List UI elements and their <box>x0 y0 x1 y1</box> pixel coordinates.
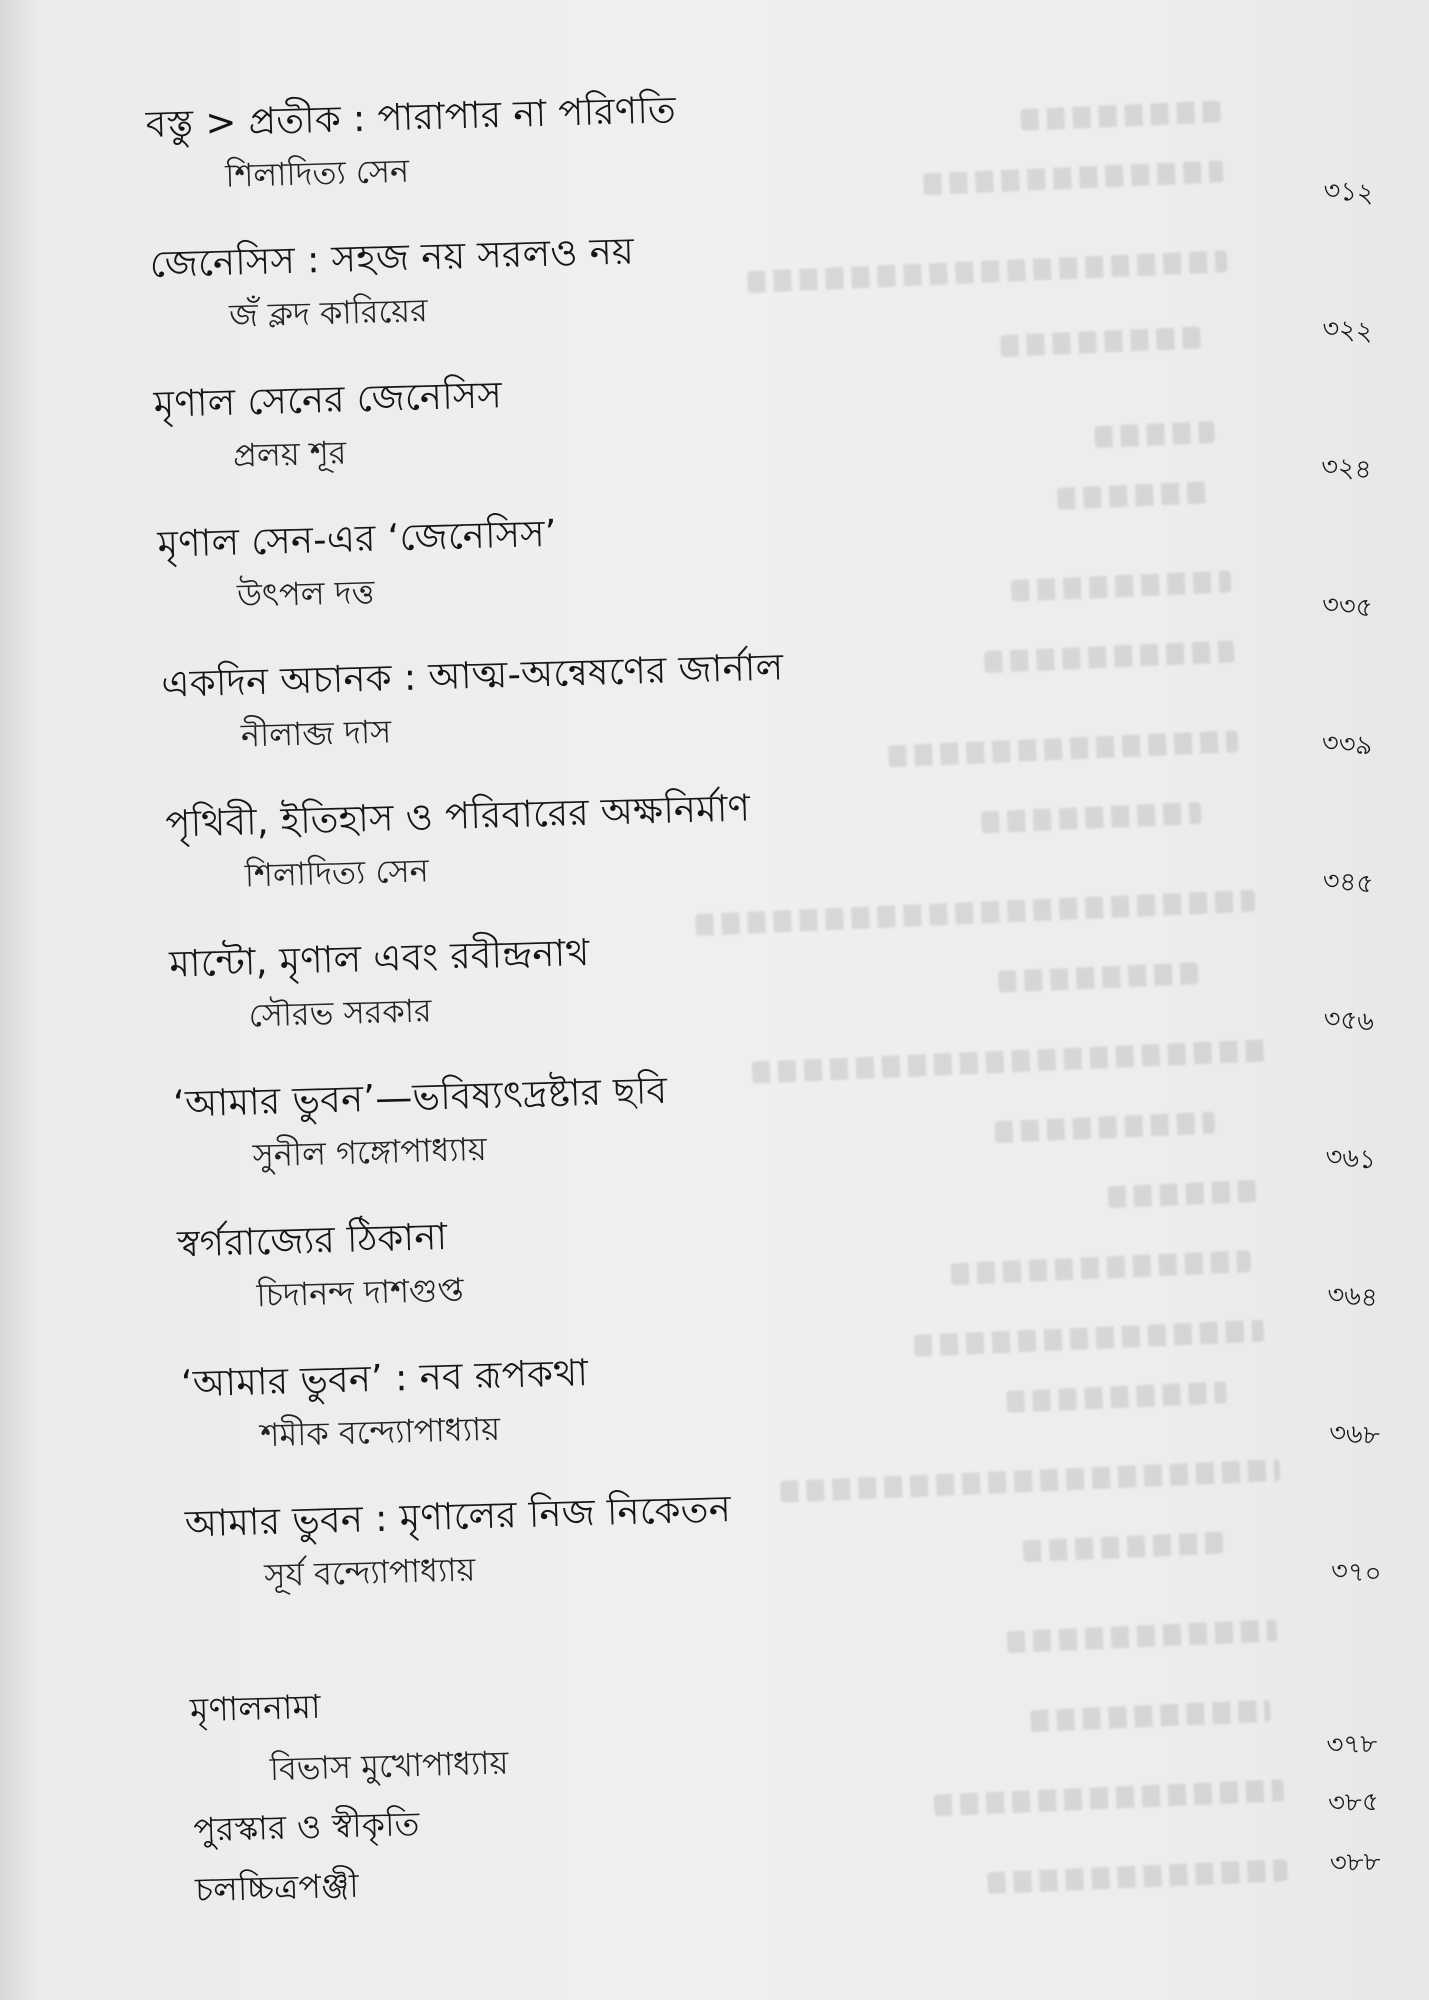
entry-author: চিদানন্দ দাশগুপ্ত <box>256 1270 465 1315</box>
entry-title: ‘আমার ভুবন’ : নব রূপকথা <box>180 1351 589 1406</box>
toc-entry <box>156 483 1374 624</box>
entry-page-number: ৩৩৫ <box>1320 589 1374 624</box>
entry-author: উৎপল দত্ত <box>236 572 375 615</box>
toc-entry <box>176 1182 1379 1315</box>
toc-entry <box>168 903 1376 1038</box>
toc-entry <box>145 63 1376 210</box>
entry-title: স্বর্গরাজ্যের ঠিকানা <box>176 1215 448 1266</box>
entry-author: নীলাব্জ দাস <box>240 712 392 755</box>
toc-entry <box>172 1043 1378 1176</box>
entry-page-number: ৩৩৯ <box>1320 727 1374 762</box>
entry-title: আমার ভুবন : মৃণালের নিজ নিকেতন <box>184 1487 732 1546</box>
entry-title: পৃথিবী, ইতিহাস ও পরিবারের অক্ষনির্মাণ <box>164 786 751 846</box>
entry-author: সূর্য বন্দ্যোপাধ্যায় <box>263 1550 476 1595</box>
toc-entry <box>153 343 1373 486</box>
entry-page-number: ৩৫৬ <box>1322 1003 1376 1038</box>
entry-author: শিলাদিত্য সেন <box>244 851 430 895</box>
entry-title: মৃণাল সেন-এর ‘জেনেসিস’ <box>156 511 558 566</box>
entry-page-number: ৩৪৫ <box>1321 865 1375 900</box>
entry-page-number: ৩৭৮ <box>1326 1729 1378 1761</box>
entry-title: ‘আমার ভুবন’—ভবিষ্যৎদ্রষ্টার ছবি <box>172 1068 668 1126</box>
entry-page-number: ৩৬১ <box>1324 1141 1378 1176</box>
appendix-entry <box>189 1652 1378 1789</box>
entry-author: শিলাদিত্য সেন <box>224 151 410 195</box>
entry-page-number: ৩৮৮ <box>1329 1847 1381 1879</box>
entry-author: শমীক বন্দ্যোপাধ্যায় <box>259 1409 501 1455</box>
entry-title: বস্তু > প্রতীক : পারাপার না পরিণতি <box>145 88 677 146</box>
toc-entry <box>160 623 1374 762</box>
entry-page-number: ৩৭০ <box>1329 1555 1383 1590</box>
toc-entry <box>184 1462 1383 1595</box>
entry-page-number: ৩৬৮ <box>1327 1417 1381 1452</box>
entry-author: সৌরভ সরকার <box>248 991 433 1035</box>
toc-entry <box>164 763 1375 900</box>
entry-page-number: ৩২২ <box>1321 313 1374 348</box>
entry-page-number: ৩৬৪ <box>1326 1279 1379 1314</box>
entry-title: মৃণালনামা <box>189 1686 322 1730</box>
entry-title: মান্টো, মৃণাল এবং রবীন্দ্রনাথ <box>168 930 591 986</box>
entry-page-number: ৩৮৫ <box>1327 1787 1380 1819</box>
entry-title: একদিন অচানক : আত্ম-অন্বেষণের জার্নাল <box>160 645 784 706</box>
spine-shadow <box>0 0 40 2000</box>
entry-author: সুনীল গঙ্গোপাধ্যায় <box>252 1129 488 1175</box>
entry-title: চলচ্চিত্রপঞ্জী <box>194 1865 360 1910</box>
entry-title: মৃণাল সেনের জেনেসিস <box>153 373 503 426</box>
entry-title: জেনেসিস : সহজ নয় সরলও নয় <box>149 229 635 286</box>
entry-page-number: ৩১২ <box>1322 175 1376 210</box>
entry-author: জঁ ক্লদ কারিয়ের <box>228 291 429 335</box>
entry-author: বিভাস মুখোপাধ্যায় <box>269 1743 509 1789</box>
entry-title: পুরস্কার ও স্বীকৃতি <box>192 1804 421 1850</box>
entry-author: প্রলয় শূর <box>232 433 347 475</box>
toc-entry <box>149 203 1374 348</box>
entry-page-number: ৩২৪ <box>1319 451 1373 486</box>
toc-entry <box>180 1322 1381 1455</box>
table-of-contents <box>145 63 1383 1924</box>
